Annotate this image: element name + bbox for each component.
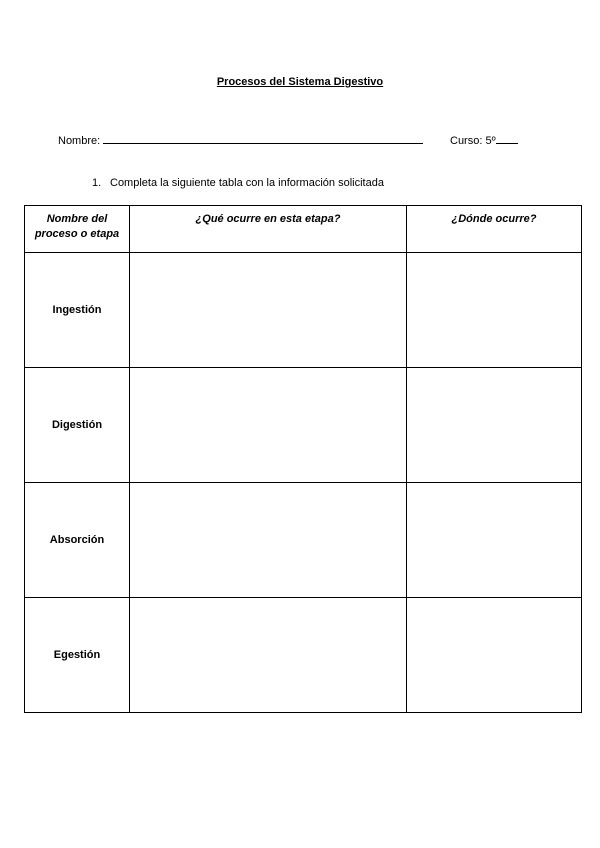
instruction [92, 177, 384, 189]
process-name-cell: Absorción [25, 483, 130, 598]
course-label: Curso: 5º [450, 135, 496, 147]
process-name-cell: Digestión [25, 368, 130, 483]
name-label: Nombre: [58, 135, 101, 147]
table-row [25, 598, 582, 713]
instruction-text: Completa la siguiente tabla con la información solicitada [110, 177, 384, 189]
process-name-cell: Ingestión [25, 253, 130, 368]
what-cell[interactable] [130, 368, 407, 483]
process-name-cell: Egestión [25, 598, 130, 713]
name-blank-line[interactable] [103, 133, 423, 144]
header-process: Nombre del proceso o etapa [25, 206, 130, 253]
table-row [25, 368, 582, 483]
table-header-row [25, 206, 582, 253]
header-what: ¿Qué ocurre en esta etapa? [130, 206, 407, 253]
name-field [58, 133, 423, 147]
document-title: Procesos del Sistema Digestivo [216, 76, 384, 88]
course-field [450, 133, 518, 147]
table-row [25, 253, 582, 368]
header-where: ¿Dónde ocurre? [407, 206, 582, 253]
instruction-number: 1. [92, 177, 102, 189]
where-cell[interactable] [407, 253, 582, 368]
process-table [24, 205, 582, 713]
what-cell[interactable] [130, 253, 407, 368]
where-cell[interactable] [407, 483, 582, 598]
course-blank-line[interactable] [496, 133, 518, 144]
table-row [25, 483, 582, 598]
where-cell[interactable] [407, 368, 582, 483]
what-cell[interactable] [130, 598, 407, 713]
where-cell[interactable] [407, 598, 582, 713]
what-cell[interactable] [130, 483, 407, 598]
